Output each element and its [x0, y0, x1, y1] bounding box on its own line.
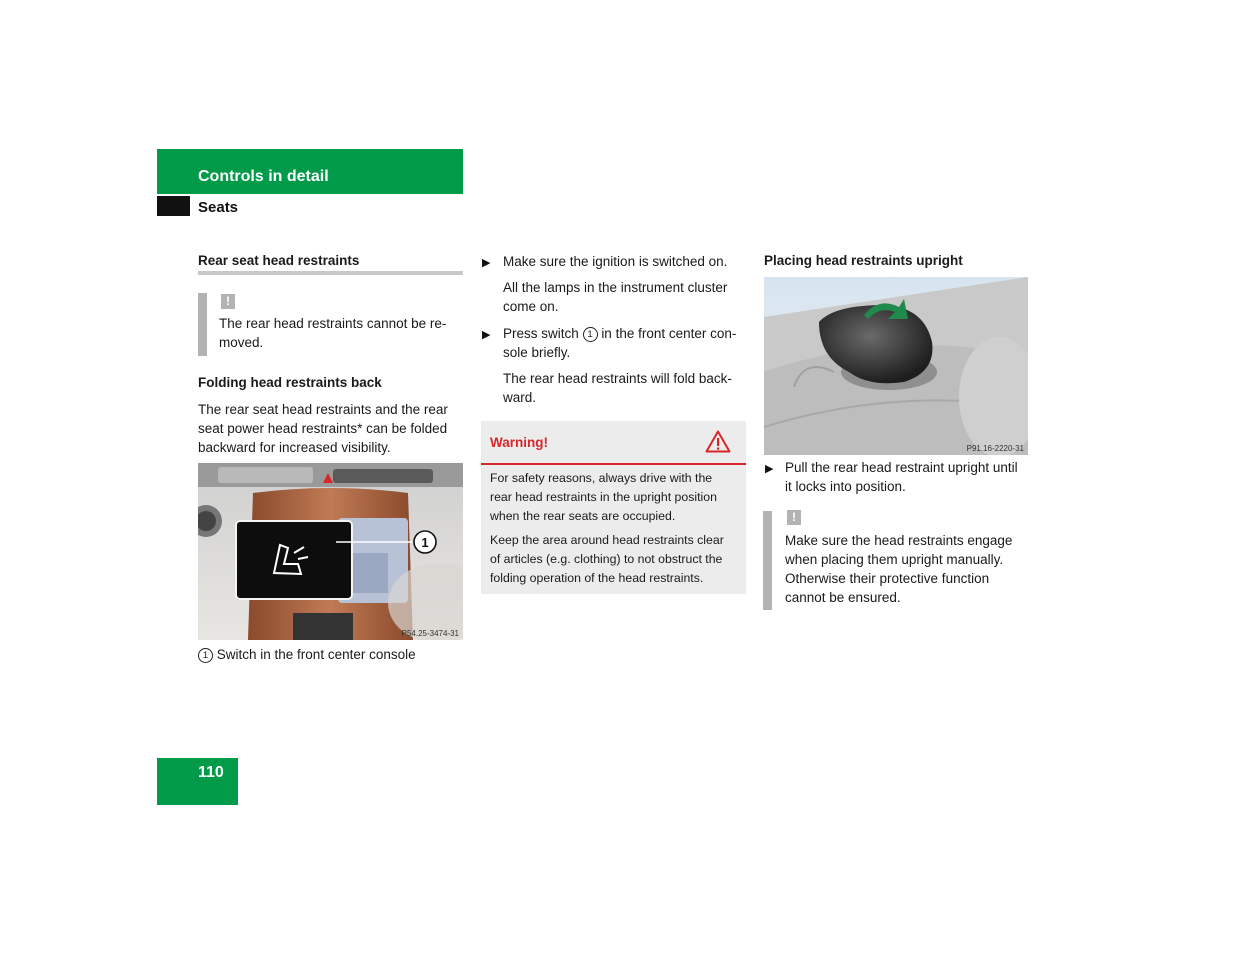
- warning-line: folding operation of the head restraints.: [490, 571, 704, 585]
- figure-caption: [198, 645, 416, 664]
- note-line: moved.: [219, 335, 264, 350]
- warning-line: when the rear seats are occupied.: [490, 509, 676, 523]
- caption-text: Switch in the front center console: [216, 647, 416, 662]
- warning-line: For safety reasons, always drive with the: [490, 471, 713, 485]
- body-line: backward for increased visibility.: [198, 440, 391, 455]
- result-line: All the lamps in the instrument cluster: [503, 280, 728, 295]
- note-bar: [763, 511, 772, 610]
- heading-placing-upright: Placing head restraints upright: [764, 253, 963, 268]
- heading-folding-back: Folding head restraints back: [198, 375, 382, 390]
- heading-rear-seat-head-restraints: Rear seat head restraints: [198, 253, 360, 268]
- warning-line: Keep the area around head restraints clear: [490, 533, 724, 547]
- step-text: in the front center con-: [601, 326, 737, 341]
- section-title: Controls in detail: [198, 168, 329, 185]
- image-code: P54.25-3474-31: [401, 629, 459, 638]
- warning-line: rear head restraints in the upright position: [490, 490, 717, 504]
- callout-number: 1: [198, 648, 213, 663]
- bullet-arrow-icon: ▶: [482, 257, 491, 269]
- warning-paragraph-1: [490, 469, 717, 526]
- note-line: The rear head restraints cannot be re-: [219, 316, 447, 331]
- step-pull-upright: [785, 458, 1018, 496]
- head-restraint-illustration: [764, 277, 1028, 455]
- heading-rule: [198, 271, 463, 275]
- step-text: sole briefly.: [503, 345, 571, 360]
- result-line: ward.: [503, 390, 537, 405]
- body-line: The rear seat head restraints and the rear: [198, 402, 448, 417]
- body-line: seat power head restraints* can be folded: [198, 421, 448, 436]
- step-line: it locks into position.: [785, 479, 906, 494]
- step-ignition-result: [503, 278, 727, 316]
- result-line: The rear head restraints will fold back-: [503, 371, 732, 386]
- warning-title: Warning!: [490, 435, 548, 450]
- note-line: Otherwise their protective function: [785, 571, 990, 586]
- bullet-arrow-icon: ▶: [482, 329, 491, 341]
- warning-triangle-icon: [705, 430, 731, 458]
- folding-body-text: [198, 400, 448, 457]
- subsection-title: Seats: [198, 199, 239, 216]
- note-line: Make sure the head restraints engage: [785, 533, 1013, 548]
- svg-text:1: 1: [421, 535, 429, 550]
- step-ignition: Make sure the ignition is switched on.: [503, 254, 728, 269]
- step-press-switch: [503, 324, 736, 362]
- step-press-result: [503, 369, 732, 407]
- page-number: 110: [198, 764, 224, 781]
- console-switch-image: [198, 463, 463, 640]
- result-line: come on.: [503, 299, 559, 314]
- head-restraint-image: [764, 277, 1028, 455]
- warning-line: of articles (e.g. clothing) to not obstruct the: [490, 552, 723, 566]
- bullet-arrow-icon: ▶: [765, 463, 774, 475]
- note-text: [785, 531, 1012, 607]
- warning-paragraph-2: [490, 531, 724, 588]
- note-bar: [198, 293, 207, 356]
- header-marker: [157, 196, 190, 216]
- step-text: Press switch: [503, 326, 579, 341]
- note-text: [219, 314, 446, 352]
- step-line: Pull the rear head restraint upright until: [785, 460, 1018, 475]
- image-code: P91.16-2220-31: [966, 444, 1024, 453]
- console-illustration: [198, 463, 463, 640]
- callout-number: 1: [583, 327, 598, 342]
- note-line: cannot be ensured.: [785, 590, 901, 605]
- exclamation-icon: !: [221, 294, 235, 309]
- exclamation-icon: !: [787, 510, 801, 525]
- note-line: when placing them upright manually.: [785, 552, 1004, 567]
